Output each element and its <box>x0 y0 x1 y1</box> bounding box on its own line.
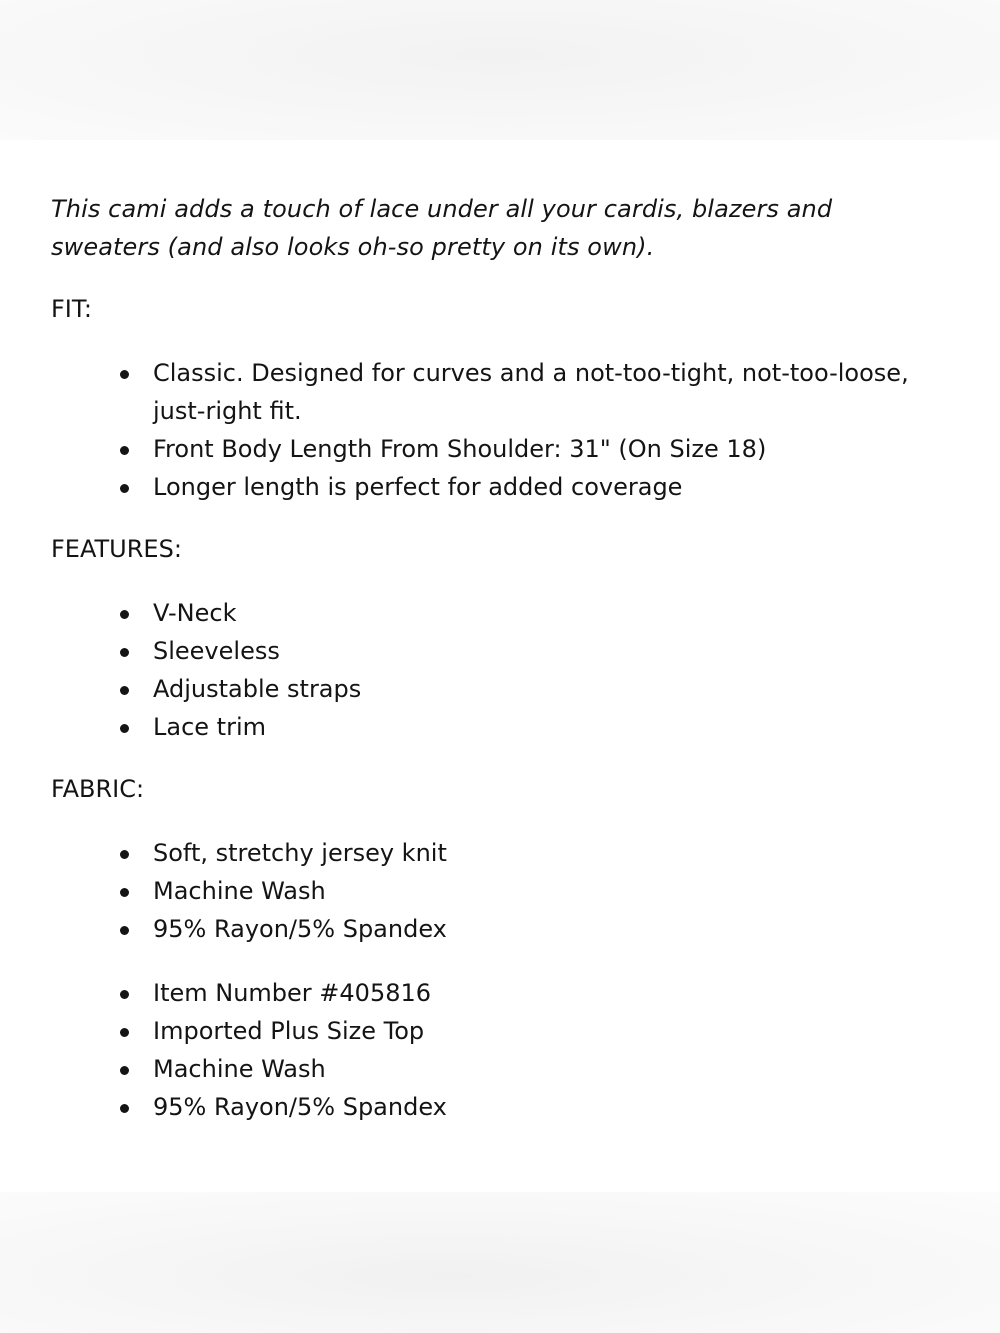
list-item: Classic. Designed for curves and a not-too-tight, not-too-loose, just-right fit. <box>153 354 923 430</box>
top-image-edge <box>0 0 1000 140</box>
bottom-image-edge <box>0 1192 1000 1333</box>
list-item: Soft, stretchy jersey knit <box>153 834 923 872</box>
intro-text: This cami adds a touch of lace under all your cardis, blazers and sweaters (and also looks oh-so pretty on its own). <box>51 195 833 261</box>
list-item: 95% Rayon/5% Spandex <box>153 1088 923 1126</box>
list-item: Front Body Length From Shoulder: 31" (On Size 18) <box>153 430 923 468</box>
details-list <box>51 974 951 1126</box>
fabric-list <box>51 834 951 948</box>
fit-heading: FIT: <box>51 295 92 323</box>
product-description <box>51 190 951 1126</box>
fit-list <box>51 354 951 506</box>
list-item: Imported Plus Size Top <box>153 1012 923 1050</box>
list-item: Sleeveless <box>153 632 923 670</box>
list-item: 95% Rayon/5% Spandex <box>153 910 923 948</box>
list-item: Machine Wash <box>153 1050 923 1088</box>
list-item: Machine Wash <box>153 872 923 910</box>
list-item: Adjustable straps <box>153 670 923 708</box>
fabric-heading: FABRIC: <box>51 775 145 803</box>
list-item: V-Neck <box>153 594 923 632</box>
features-list <box>51 594 951 746</box>
list-item: Longer length is perfect for added coverage <box>153 468 923 506</box>
list-item: Item Number #405816 <box>153 974 923 1012</box>
list-item: Lace trim <box>153 708 923 746</box>
features-heading: FEATURES: <box>51 535 182 563</box>
